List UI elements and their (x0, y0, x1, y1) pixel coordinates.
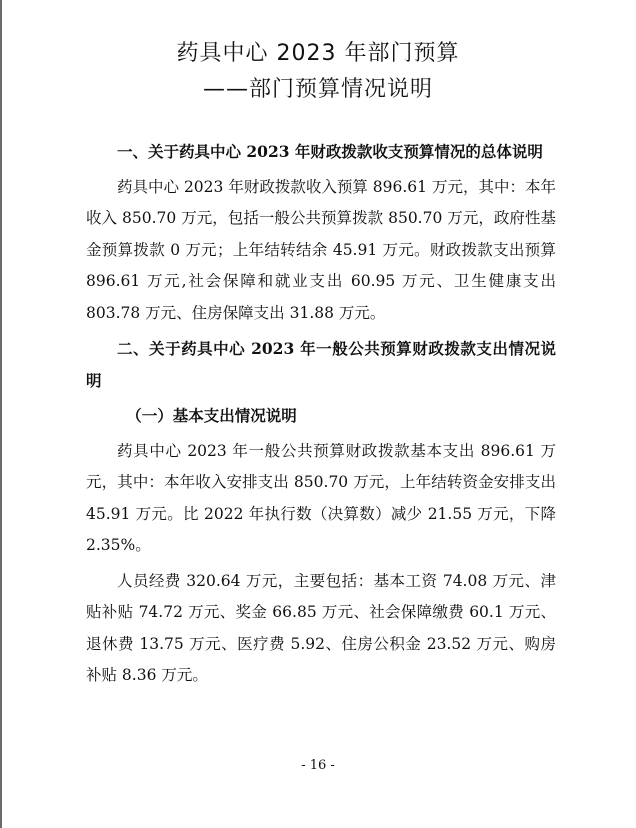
subsection-1-paragraph-2: 人员经费 320.64 万元，主要包括：基本工资 74.08 万元、津贴补贴 74.72 万元、奖金 66.85 万元、社会保障缴费 60.1 万元、退休费 13.75 万元、医疗费 5.92、住房公积金 23.52 万元、购房补贴 8.36 万元。 (86, 571, 556, 684)
document-body (86, 136, 556, 696)
document-title (0, 36, 636, 108)
subsection-1-heading: （一）基本支出情况说明 (126, 406, 297, 425)
section-1-paragraph: 药具中心 2023 年财政拨款收入预算 896.61 万元，其中：本年收入 850.70 万元，包括一般公共预算拨款 850.70 万元，政府性基金预算拨款 0 万元；上年结转结余 45.91 万元。财政拨款支出预算 896.61 万元,社会保障和就业支出 60.95 万元、卫生健康支出 803.78 万元、住房保障支出 31.88 万元。 (86, 177, 556, 322)
section-2-heading: 二、关于药具中心 2023 年一般公共预算财政拨款支出情况说明 (86, 339, 556, 390)
subsection-1-paragraph-1: 药具中心 2023 年一般公共预算财政拨款基本支出 896.61 万元，其中：本年收入安排支出 850.70 万元，上年结转资金安排支出 45.91 万元。比 2022 年执行数（决算数）减少 21.55 万元，下降 2.35%。 (86, 441, 556, 554)
section-1-heading: 一、关于药具中心 2023 年财政拨款收支预算情况的总体说明 (117, 142, 543, 161)
page-edge (0, 0, 2, 828)
page-number: - 16 - (301, 758, 335, 773)
title-line-2: ——部门预算情况说明 (202, 77, 433, 102)
title-line-1: 药具中心 2023 年部门预算 (176, 41, 460, 66)
